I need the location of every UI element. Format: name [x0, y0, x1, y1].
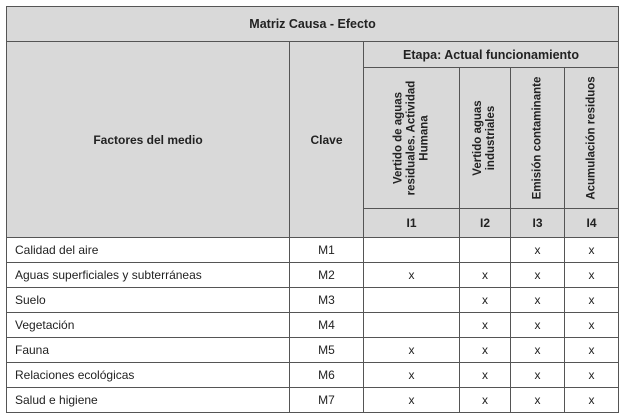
- clave-cell: M4: [290, 313, 364, 338]
- impact-header-1: [364, 68, 460, 209]
- clave-cell: M6: [290, 363, 364, 388]
- mark-cell: x: [565, 363, 619, 388]
- mark-cell: [364, 288, 460, 313]
- mark-cell: x: [511, 363, 565, 388]
- impact-label-2: Vertido aguas industriales: [472, 100, 497, 176]
- mark-cell: x: [364, 338, 460, 363]
- mark-cell: [460, 238, 511, 263]
- factor-cell: Fauna: [7, 338, 290, 363]
- mark-cell: x: [364, 388, 460, 413]
- table-row: [7, 263, 619, 288]
- mark-cell: x: [460, 388, 511, 413]
- clave-cell: M7: [290, 388, 364, 413]
- mark-cell: x: [565, 288, 619, 313]
- mark-cell: x: [460, 363, 511, 388]
- factor-cell: Relaciones ecológicas: [7, 363, 290, 388]
- table-row: [7, 313, 619, 338]
- table-row: [7, 388, 619, 413]
- mark-cell: x: [565, 388, 619, 413]
- impact-label-1: Vertido de aguas residuales. Actividad Humana: [392, 80, 430, 196]
- table-row: [7, 338, 619, 363]
- table-row: [7, 238, 619, 263]
- mark-cell: x: [511, 338, 565, 363]
- header-clave: Clave: [290, 42, 364, 238]
- mark-cell: [364, 238, 460, 263]
- matrix-title: Matriz Causa - Efecto: [7, 7, 619, 42]
- mark-cell: x: [511, 263, 565, 288]
- mark-cell: x: [460, 338, 511, 363]
- clave-cell: M3: [290, 288, 364, 313]
- factor-cell: Suelo: [7, 288, 290, 313]
- mark-cell: x: [565, 338, 619, 363]
- factor-cell: Calidad del aire: [7, 238, 290, 263]
- mark-cell: x: [511, 238, 565, 263]
- matrix-table: [6, 6, 619, 413]
- impact-header-4: [565, 68, 619, 209]
- mark-cell: x: [511, 313, 565, 338]
- impact-label-3: Emisión contaminante: [531, 76, 543, 200]
- mark-cell: x: [565, 238, 619, 263]
- header-stage: Etapa: Actual funcionamiento: [364, 42, 619, 68]
- impact-code-2: I2: [460, 209, 511, 238]
- mark-cell: x: [364, 363, 460, 388]
- mark-cell: x: [511, 388, 565, 413]
- impact-code-3: I3: [511, 209, 565, 238]
- table-row: [7, 288, 619, 313]
- cause-effect-matrix: [6, 6, 618, 413]
- impact-code-1: I1: [364, 209, 460, 238]
- factor-cell: Vegetación: [7, 313, 290, 338]
- header-factores: Factores del medio: [7, 42, 290, 238]
- mark-cell: x: [511, 288, 565, 313]
- impact-label-4: Acumulación residuos: [585, 76, 597, 200]
- mark-cell: x: [460, 263, 511, 288]
- factor-cell: Aguas superficiales y subterráneas: [7, 263, 290, 288]
- clave-cell: M1: [290, 238, 364, 263]
- mark-cell: [364, 313, 460, 338]
- mark-cell: x: [565, 263, 619, 288]
- mark-cell: x: [460, 288, 511, 313]
- mark-cell: x: [565, 313, 619, 338]
- clave-cell: M2: [290, 263, 364, 288]
- table-row: [7, 363, 619, 388]
- impact-header-3: [511, 68, 565, 209]
- factor-cell: Salud e higiene: [7, 388, 290, 413]
- mark-cell: x: [460, 313, 511, 338]
- mark-cell: x: [364, 263, 460, 288]
- impact-header-2: [460, 68, 511, 209]
- impact-code-4: I4: [565, 209, 619, 238]
- clave-cell: M5: [290, 338, 364, 363]
